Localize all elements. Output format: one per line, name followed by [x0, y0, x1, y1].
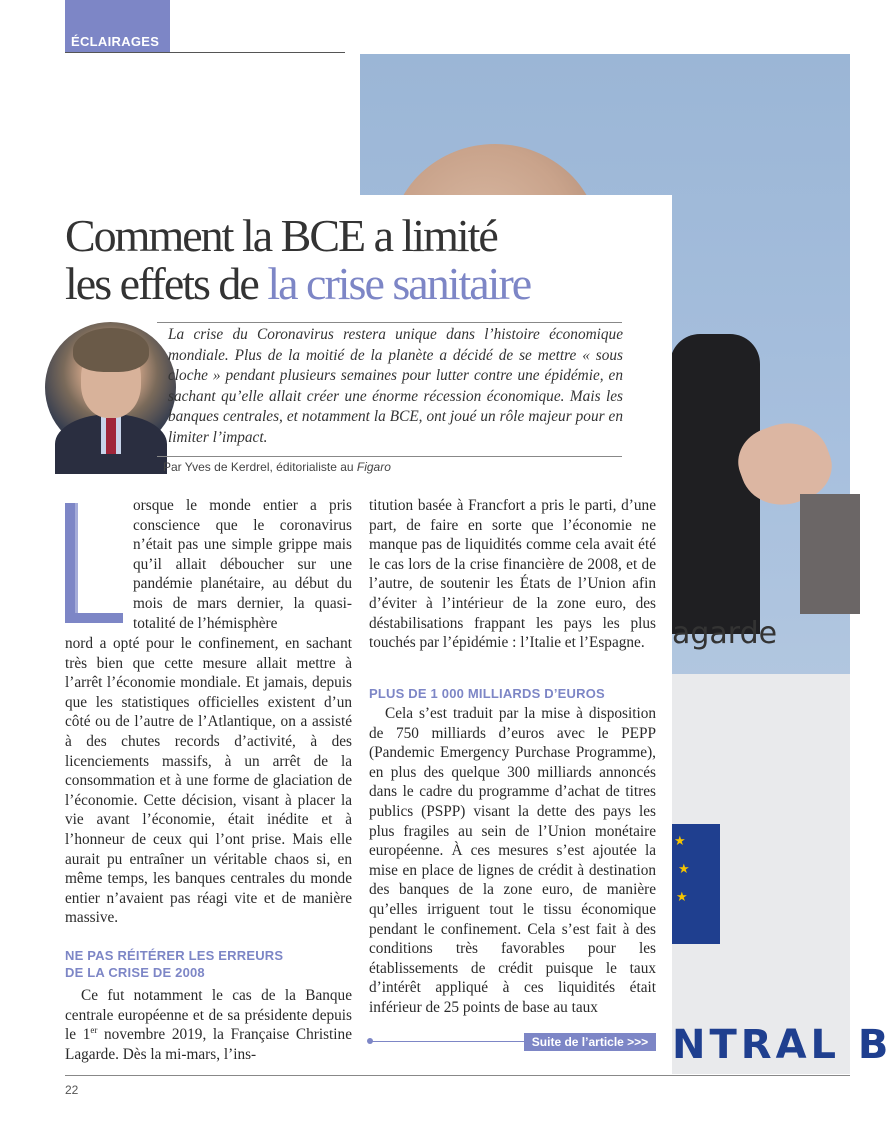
article-standfirst: La crise du Coronavirus restera unique dans l’histoire économique mondiale. Plus de la moitié de la planète a décidé de se mettre « sous cloche » pendant plusieurs semaines pour lutter contre une épidémie, en sachant qu’elle allait créer une énorme récession économique. Mais les banques centrales, et notamment la BCE, ont joué un rôle majeur pour en limiter l’impact.: [168, 326, 623, 446]
headline-line-2-prefix: les effets de: [65, 258, 268, 309]
headline-highlight: la crise sanitaire: [267, 258, 531, 309]
continue-rule: [369, 1041, 529, 1042]
body-paragraph: nord a opté pour le confinement, en sachant très bien que cette mesure allait mettre à l’arrêt l’économie mondiale. Et jamais, depuis que les statistiques officielles existent d’un côté ou de l’autre de l’Atlantique, on a assisté à des chutes records d’activité, à des licenciements massifs, à un arrêt de la consommation et à une forme de glaciation de l’économie. Cette décision, visant à placer la vie avant l’économie, était inédite et à l’honneur de ceux qui l’ont prise. Mais elle aurait pu entraîner un véritable chaos si, en même temps, les banques centrales du monde entier n’avaient pas réagi vite et de manière massive.: [65, 635, 352, 927]
section-tag: [65, 0, 170, 52]
author-avatar: [45, 322, 176, 453]
body-col1-continued: [65, 634, 352, 928]
eu-star-icon: ★: [674, 834, 686, 849]
chapo-top-rule: [157, 322, 622, 323]
body-paragraph: titution basée à Francfort a pris le parti, d’une part, de faire en sorte que l’économie ne manque pas de liquidités comme cela avait été le cas lors de la crise financière de 2008, et de l’autre, de soutenir les États de l’Union afin d’éviter à l’intérieur de la zone euro, des déstabilisations frappant les pays les plus touchés par l’épidémie : l’Italie et l’Espagne.: [369, 497, 656, 652]
white-panel-top: [0, 54, 360, 195]
body-col2-second: [369, 704, 656, 1018]
body-col1-second: [65, 986, 352, 1064]
body-col2-first: [369, 496, 656, 653]
photo-banner: NTRAL B: [672, 1022, 892, 1068]
footer-rule: [65, 1075, 850, 1076]
headline-line-2: [65, 260, 665, 308]
eu-star-icon: ★: [676, 890, 688, 905]
byline-publication: Figaro: [356, 460, 391, 474]
body-paragraph: [65, 986, 352, 1064]
dropcap-bar-horizontal: [65, 613, 123, 623]
body-text: novembre 2019, la Française Christine Lagarde. Dès la mi-mars, l’ins-: [65, 1026, 352, 1063]
dropcap-letter-l: [65, 503, 127, 623]
avatar-tie: [106, 418, 116, 454]
eu-star-icon: ★: [678, 862, 690, 877]
ordinal-sup: er: [90, 1025, 98, 1036]
photo-sleeve-shape: [800, 494, 860, 614]
avatar-hair: [73, 328, 149, 372]
chapo-bottom-rule: [157, 456, 622, 457]
dropcap-bar-vertical: [65, 503, 75, 623]
body-paragraph: orsque le monde entier a pris conscience que le coronavirus n’était pas une simple grippe mais qu’il allait déboucher sur une pandémie planétaire, au début du mois de mars dernier, la quasi-totalité de l’hémisphère: [133, 497, 352, 632]
byline-author: Par Yves de Kerdrel, éditorialiste au: [163, 460, 357, 474]
headline: [65, 212, 665, 308]
dropcap-bar-shade: [75, 503, 78, 613]
subhead-2: PLUS DE 1 000 MILLIARDS D’EUROS: [369, 686, 605, 701]
headline-line-1: Comment la BCE a limité: [65, 210, 497, 261]
continue-article-link[interactable]: Suite de l’article >>>: [524, 1033, 656, 1051]
section-label: ÉCLAIRAGES: [71, 34, 160, 49]
subhead-1: NE PAS RÉITÉRER LES ERREURS DE LA CRISE DE 2008: [65, 948, 284, 980]
header-rule: [65, 52, 345, 53]
page-number: 22: [65, 1083, 79, 1097]
continue-dot: [367, 1038, 373, 1044]
body-text: Ce fut notamment le cas de la Banque centrale européenne et de sa présidente depuis le 1: [65, 987, 352, 1044]
body-paragraph: Cela s’est traduit par la mise à disposition de 750 milliards d’euros avec le PEPP (Pandemic Emergency Purchase Programme), en plus des quelque 300 milliards annoncés dans le cadre du programme d’achat de titres publics (PSPP) visant la dette des pays les plus fragiles au sein de l’Union monétaire européenne. À ces mesures s’est ajoutée la mise en place de lignes de crédit à destination des banques de la zone euro, de manière qu’elles irriguent tout le tissu économique pendant le confinement. Cela s’est fait à des conditions très favorables pour les établissements de crédit puisque le taux d’intérêt appliqué à ces liquidités était inférieur de 25 points de base au taux: [369, 705, 656, 1016]
body-col1-intro: [133, 496, 352, 633]
byline: [163, 460, 391, 474]
photo-nameplate: agarde: [672, 616, 778, 651]
